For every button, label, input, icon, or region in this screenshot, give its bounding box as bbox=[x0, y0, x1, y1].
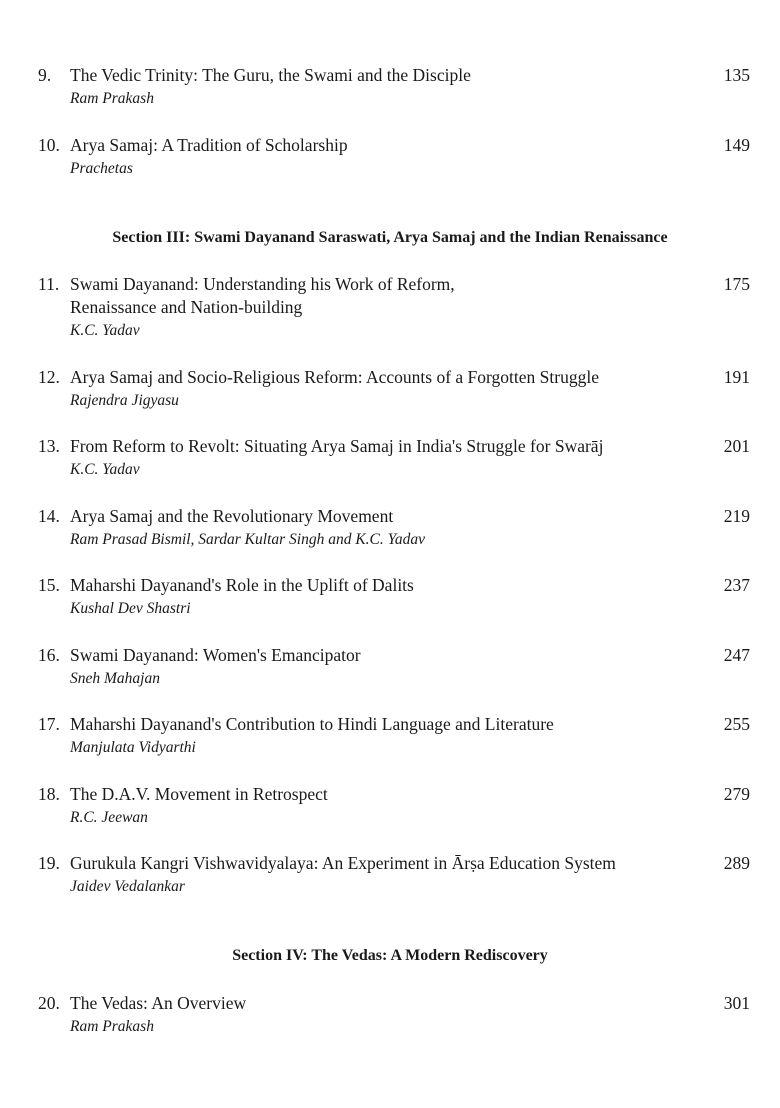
entry-title: Swami Dayanand: Understanding his Work of Reform, bbox=[70, 274, 455, 294]
toc-entry bbox=[38, 435, 750, 481]
entry-title: Arya Samaj and Socio-Religious Reform: Accounts of a Forgotten Struggle bbox=[70, 367, 599, 387]
entry-title: Arya Samaj: A Tradition of Scholarship bbox=[70, 135, 348, 155]
entry-title: Maharshi Dayanand's Role in the Uplift of Dalits bbox=[70, 575, 414, 595]
entry-page-number: 191 bbox=[723, 367, 750, 387]
entry-number: 18. bbox=[38, 784, 60, 804]
toc-entry bbox=[38, 273, 750, 342]
entry-number: 14. bbox=[38, 506, 60, 526]
toc-entry bbox=[38, 644, 750, 690]
entry-number: 10. bbox=[38, 135, 60, 155]
entry-title: Swami Dayanand: Women's Emancipator bbox=[70, 645, 361, 665]
entry-page-number: 201 bbox=[723, 436, 750, 456]
entry-number: 11. bbox=[38, 274, 60, 294]
toc-entry bbox=[38, 505, 750, 551]
entry-number: 12. bbox=[38, 367, 60, 387]
entry-page-number: 175 bbox=[723, 274, 750, 294]
entry-title: From Reform to Revolt: Situating Arya Samaj in India's Struggle for Swarāj bbox=[70, 436, 604, 456]
entry-author: K.C. Yadav bbox=[70, 461, 140, 478]
entry-number: 17. bbox=[38, 714, 60, 734]
entry-author: Manjulata Vidyarthi bbox=[70, 739, 196, 756]
entry-author: Prachetas bbox=[70, 160, 133, 177]
entry-author: Jaidev Vedalankar bbox=[70, 878, 185, 895]
entry-title: Renaissance and Nation-building bbox=[70, 297, 303, 317]
toc-entry bbox=[38, 574, 750, 620]
entry-title: The Vedic Trinity: The Guru, the Swami and the Disciple bbox=[70, 65, 471, 85]
entry-page-number: 289 bbox=[723, 853, 750, 873]
entry-page-number: 255 bbox=[723, 714, 750, 734]
entry-author: Ram Prakash bbox=[70, 1018, 154, 1035]
section-heading: Section IV: The Vedas: A Modern Rediscovery bbox=[232, 947, 548, 964]
toc-entry bbox=[38, 64, 750, 110]
entry-title: Gurukula Kangri Vishwavidyalaya: An Experiment in Ārṣa Education System bbox=[70, 853, 616, 873]
toc-entry bbox=[38, 366, 750, 412]
entry-author: Sneh Mahajan bbox=[70, 670, 160, 687]
entry-title: The Vedas: An Overview bbox=[70, 993, 247, 1013]
entry-page-number: 149 bbox=[723, 135, 750, 155]
entry-page-number: 237 bbox=[723, 575, 750, 595]
entry-page-number: 135 bbox=[723, 65, 750, 85]
entry-author: Ram Prasad Bismil, Sardar Kultar Singh and K.C. Yadav bbox=[70, 531, 425, 548]
entry-author: Kushal Dev Shastri bbox=[70, 600, 191, 617]
entry-number: 16. bbox=[38, 645, 60, 665]
entry-page-number: 247 bbox=[723, 645, 750, 665]
toc-entry bbox=[38, 783, 750, 829]
entry-number: 19. bbox=[38, 853, 60, 873]
toc-entry bbox=[38, 992, 750, 1038]
entry-author: R.C. Jeewan bbox=[70, 809, 148, 826]
entry-number: 13. bbox=[38, 436, 60, 456]
entry-number: 15. bbox=[38, 575, 60, 595]
toc-entry bbox=[38, 134, 750, 180]
entry-title: Maharshi Dayanand's Contribution to Hindi Language and Literature bbox=[70, 714, 554, 734]
entry-number: 9. bbox=[38, 65, 52, 85]
entry-author: K.C. Yadav bbox=[70, 322, 140, 339]
entry-author: Ram Prakash bbox=[70, 90, 154, 107]
entry-page-number bbox=[710, 296, 750, 319]
toc-entry bbox=[38, 852, 750, 898]
entry-author: Rajendra Jigyasu bbox=[70, 392, 179, 409]
toc-entry bbox=[38, 713, 750, 759]
entry-page-number: 279 bbox=[723, 784, 750, 804]
entry-page-number: 219 bbox=[723, 506, 750, 526]
entry-title: Arya Samaj and the Revolutionary Movement bbox=[70, 506, 394, 526]
entry-number bbox=[38, 296, 70, 319]
section-heading: Section III: Swami Dayanand Saraswati, Arya Samaj and the Indian Renaissance bbox=[112, 229, 668, 246]
entry-page-number: 301 bbox=[723, 993, 750, 1013]
entry-number: 20. bbox=[38, 993, 60, 1013]
entry-title: The D.A.V. Movement in Retrospect bbox=[70, 784, 328, 804]
